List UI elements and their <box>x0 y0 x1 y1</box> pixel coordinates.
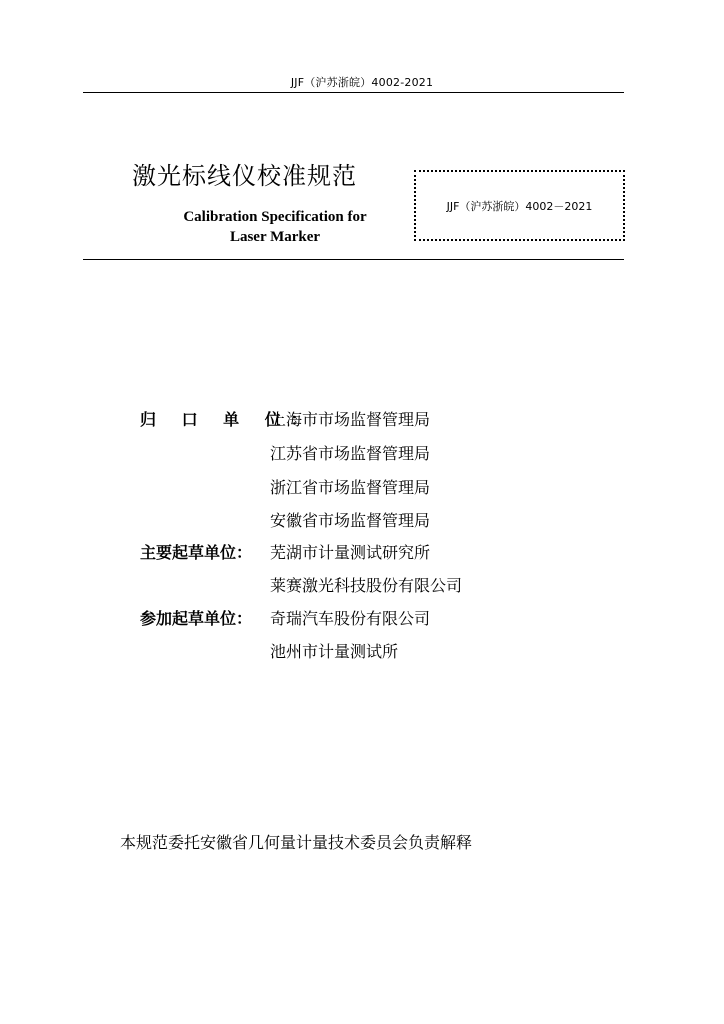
title-rule <box>83 259 624 260</box>
code-box-text: JJF（沪苏浙皖）4002－2021 <box>446 199 593 213</box>
main-drafting-label: 主要起草单位： <box>140 543 253 562</box>
responsible-unit-3: 浙江省市场监督管理局 <box>270 478 431 497</box>
main-drafting-unit-1: 芜湖市计量测试研究所 <box>270 543 431 562</box>
header-code: JJF（沪苏浙皖）4002-2021 <box>290 76 434 89</box>
participating-unit-2: 池州市计量测试所 <box>270 642 399 661</box>
header-rule <box>83 92 624 93</box>
participating-unit-1: 奇瑞汽车股份有限公司 <box>270 609 431 628</box>
responsible-unit-label: 归 口 单 位： <box>140 410 317 429</box>
participating-label: 参加起草单位： <box>140 609 253 628</box>
responsible-unit-1: 上海市市场监督管理局 <box>270 410 431 429</box>
title-chinese: 激光标线仪校准规范 <box>132 162 357 190</box>
title-english <box>150 207 400 247</box>
code-box <box>414 170 625 241</box>
responsible-unit-4: 安徽省市场监督管理局 <box>270 511 431 530</box>
responsible-unit-2: 江苏省市场监督管理局 <box>270 444 431 463</box>
title-english-line2: Laser Marker <box>229 229 321 245</box>
main-drafting-unit-2: 莱赛激光科技股份有限公司 <box>270 576 463 595</box>
footer-note: 本规范委托安徽省几何量计量技术委员会负责解释 <box>120 833 473 852</box>
title-english-line1: Calibration Specification for <box>183 209 367 225</box>
